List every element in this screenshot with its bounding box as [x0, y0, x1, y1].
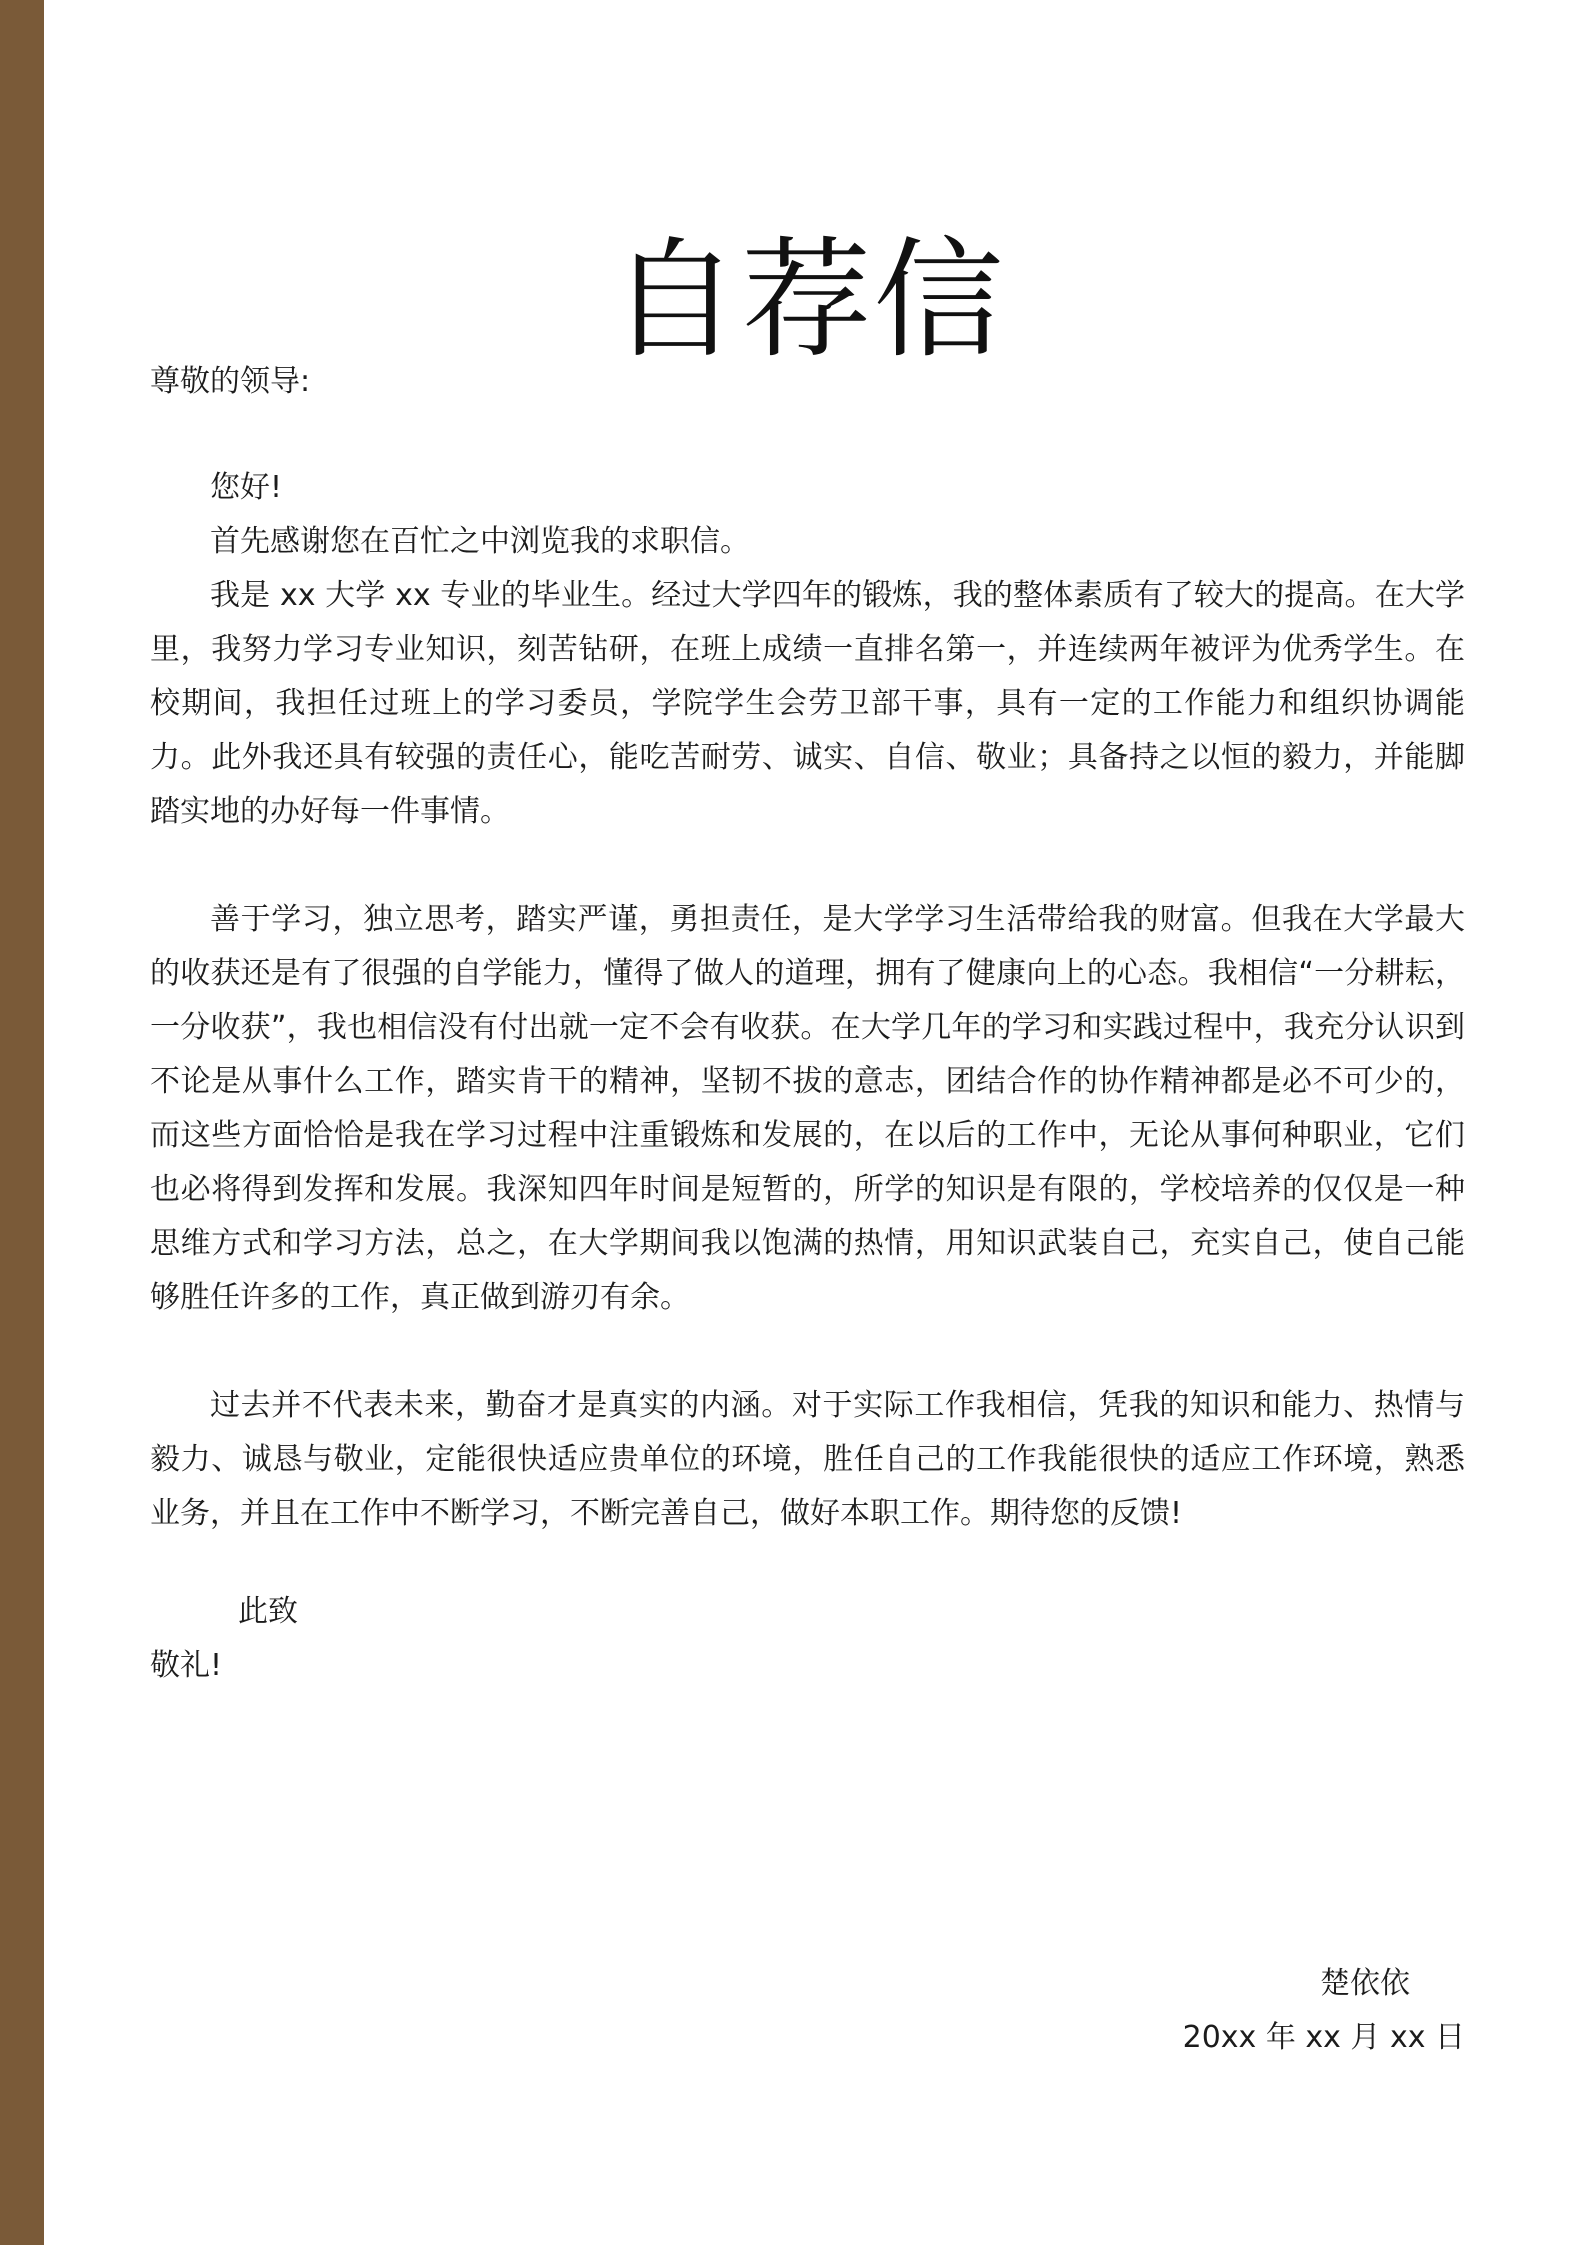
- letter-hello: 您好!: [210, 470, 283, 505]
- letter-signature: 楚依依: [1320, 1966, 1410, 2001]
- letter-closing-line1: 此致: [238, 1594, 298, 1629]
- decorative-side-bar: [0, 0, 44, 2245]
- letter-closing-line2: 敬礼!: [150, 1648, 223, 1683]
- letter-thanks: 首先感谢您在百忙之中浏览我的求职信。: [210, 524, 750, 559]
- letter-paragraph-2: 善于学习，独立思考，踏实严谨，勇担责任，是大学学习生活带给我的财富。但我在大学最大的收获还是有了很强的自学能力，懂得了做人的道理，拥有了健康向上的心态。我相信“一分耕耘，一分收获”，我也相信没有付出就一定不会有收获。在大学几年的学习和实践过程中，我充分认识到不论是从事什么工作，踏实肯干的精神，坚韧不拔的意志，团结合作的协作精神都是必不可少的，而这些方面恰恰是我在学习过程中注重锻炼和发展的，在以后的工作中，无论从事何种职业，它们也必将得到发挥和发展。我深知四年时间是短暂的，所学的知识是有限的，学校培养的仅仅是一种思维方式和学习方法，总之，在大学期间我以饱满的热情，用知识武装自己，充实自己，使自己能够胜任许多的工作，真正做到游刃有余。: [150, 902, 1465, 1315]
- letter-paragraph-1: 我是 xx 大学 xx 专业的毕业生。经过大学四年的锻炼，我的整体素质有了较大的提高。在大学里，我努力学习专业知识，刻苦钻研，在班上成绩一直排名第一，并连续两年被评为优秀学生。在校期间，我担任过班上的学习委员，学院学生会劳卫部干事，具有一定的工作能力和组织协调能力。此外我还具有较强的责任心，能吃苦耐劳、诚实、自信、敬业；具备持之以恒的毅力，并能脚踏实地的办好每一件事情。: [150, 578, 1465, 829]
- letter-date: 20xx 年 xx 月 xx 日: [1182, 2020, 1465, 2055]
- letter-paragraph-3: 过去并不代表未来，勤奋才是真实的内涵。对于实际工作我相信，凭我的知识和能力、热情与毅力、诚恳与敬业，定能很快适应贵单位的环境，胜任自己的工作我能很快的适应工作环境，熟悉业务，并且在工作中不断学习，不断完善自己，做好本职工作。期待您的反馈!: [150, 1388, 1465, 1531]
- letter-greeting: 尊敬的领导:: [150, 364, 311, 399]
- page-title: 自荐信: [609, 224, 1006, 377]
